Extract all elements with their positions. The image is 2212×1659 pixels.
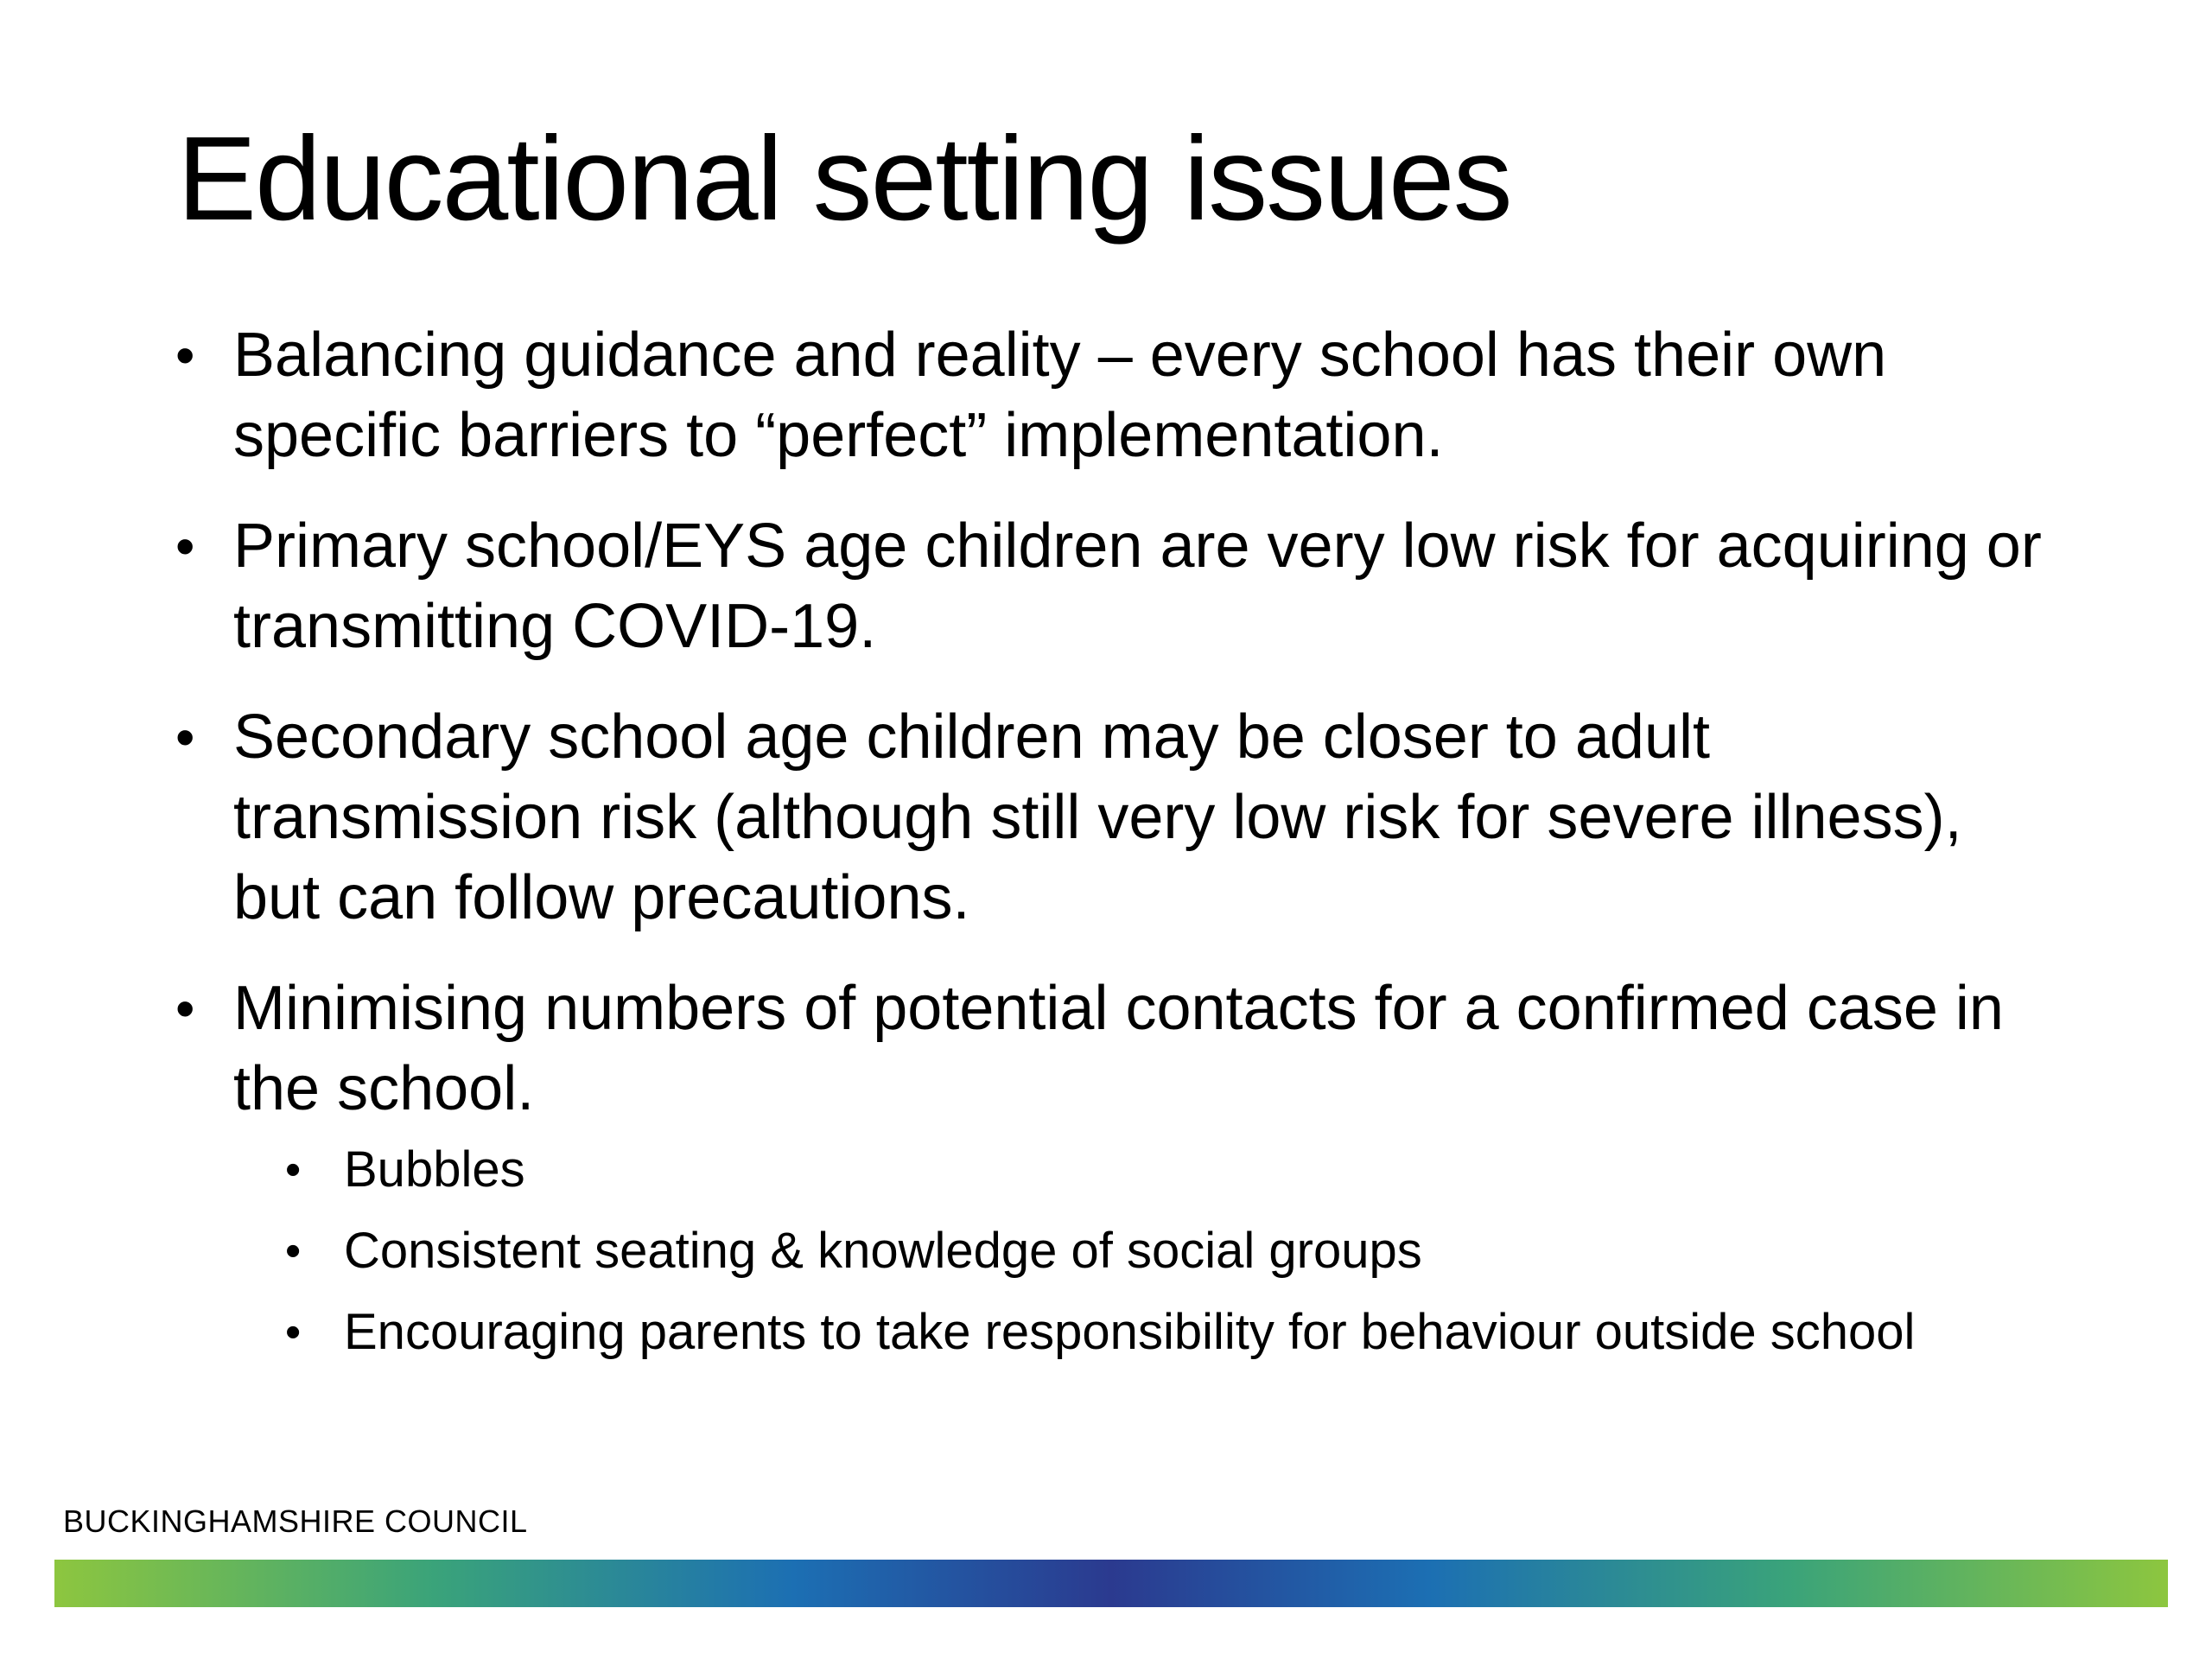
bullet-text: Balancing guidance and reality – every school has their own specific barriers to “perfect” implementation. [233, 321, 1887, 470]
sub-bullet-text: Encouraging parents to take responsibility for behaviour outside school [344, 1304, 1916, 1360]
bullet-dot-icon: • [175, 515, 195, 577]
sub-bullet-text: Bubbles [344, 1141, 525, 1198]
bullet-list [173, 315, 2056, 1396]
bullet-text: Secondary school age children may be closer to adult transmission risk (although still very low risk for severe illness), but can follow precautions. [233, 702, 1962, 932]
sub-bullet-text: Consistent seating & knowledge of social groups [344, 1223, 1422, 1279]
bullet-item [173, 315, 2056, 476]
bullet-item [173, 506, 2056, 667]
sub-bullet-item [285, 1136, 2056, 1204]
slide-title: Educational setting issues [177, 112, 1511, 245]
bullet-item [173, 969, 2056, 1366]
sub-bullet-dot-icon: • [285, 1145, 302, 1195]
sub-bullet-dot-icon: • [285, 1307, 302, 1357]
footer-gradient-bar [54, 1560, 2168, 1607]
bullet-dot-icon: • [175, 977, 195, 1039]
bullet-text: Primary school/EYS age children are very low risk for acquiring or transmitting COVID-19. [233, 512, 2042, 661]
sub-bullet-list [233, 1136, 2056, 1366]
bullet-item [173, 697, 2056, 938]
bullet-dot-icon: • [175, 324, 195, 386]
sub-bullet-item [285, 1217, 2056, 1285]
organisation-name: BUCKINGHAMSHIRE COUNCIL [63, 1503, 528, 1539]
bullet-dot-icon: • [175, 706, 195, 768]
sub-bullet-dot-icon: • [285, 1226, 302, 1276]
bullet-text: Minimising numbers of potential contacts for a confirmed case in the school. [233, 974, 2004, 1123]
sub-bullet-item [285, 1299, 2056, 1366]
